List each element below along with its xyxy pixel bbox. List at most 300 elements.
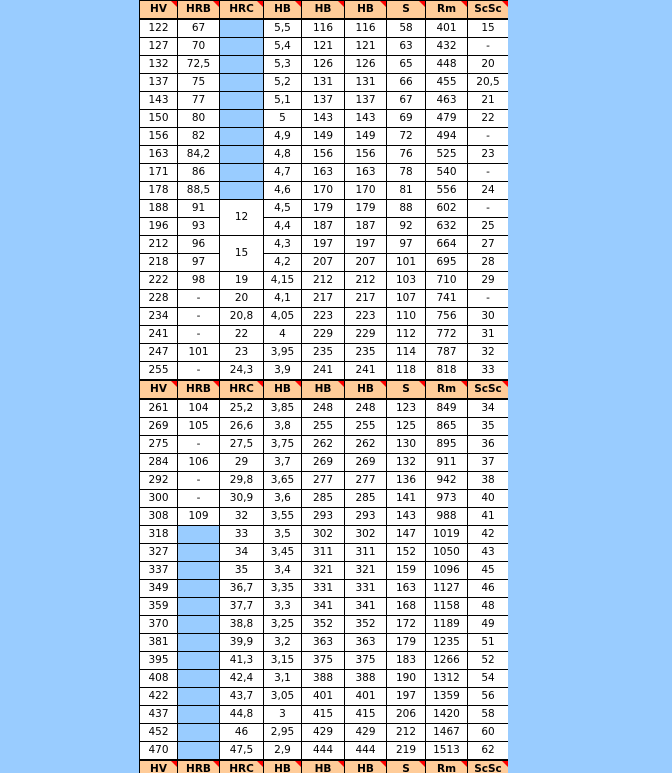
cell-hrb[interactable]: 109 bbox=[178, 508, 220, 526]
cell-hrb[interactable]: - bbox=[178, 326, 220, 344]
cell-hb-a[interactable]: 4,9 bbox=[264, 128, 302, 146]
cell-hv[interactable]: 437 bbox=[140, 706, 178, 724]
cell-hb-c[interactable]: 293 bbox=[345, 508, 387, 526]
cell-hrb[interactable] bbox=[178, 688, 220, 706]
cell-scsc[interactable]: 62 bbox=[468, 742, 509, 761]
cell-hrc[interactable] bbox=[220, 146, 264, 164]
cell-hb-c[interactable]: 401 bbox=[345, 688, 387, 706]
cell-rm[interactable]: 602 bbox=[426, 200, 468, 218]
cell-scsc[interactable]: 21 bbox=[468, 92, 509, 110]
header-cell-hv[interactable]: HV bbox=[140, 380, 178, 399]
cell-hrc[interactable]: 27,5 bbox=[220, 436, 264, 454]
cell-hb-b[interactable]: 302 bbox=[302, 526, 345, 544]
cell-hb-a[interactable]: 4,2 bbox=[264, 254, 302, 272]
cell-rm[interactable]: 1127 bbox=[426, 580, 468, 598]
cell-hb-c[interactable]: 156 bbox=[345, 146, 387, 164]
cell-hrb[interactable]: 88,5 bbox=[178, 182, 220, 200]
cell-hb-a[interactable]: 3,55 bbox=[264, 508, 302, 526]
cell-hb-b[interactable]: 197 bbox=[302, 236, 345, 254]
cell-scsc[interactable]: 20,5 bbox=[468, 74, 509, 92]
cell-scsc[interactable]: 22 bbox=[468, 110, 509, 128]
cell-scsc[interactable]: 24 bbox=[468, 182, 509, 200]
cell-hv[interactable]: 188 bbox=[140, 200, 178, 218]
cell-hb-b[interactable]: 269 bbox=[302, 454, 345, 472]
cell-scsc[interactable]: 51 bbox=[468, 634, 509, 652]
cell-hrc[interactable]: 32 bbox=[220, 508, 264, 526]
cell-hb-b[interactable]: 285 bbox=[302, 490, 345, 508]
cell-s[interactable]: 136 bbox=[387, 472, 426, 490]
cell-rm[interactable]: 772 bbox=[426, 326, 468, 344]
cell-hrc[interactable] bbox=[220, 92, 264, 110]
cell-rm[interactable]: 494 bbox=[426, 128, 468, 146]
cell-scsc[interactable]: 46 bbox=[468, 580, 509, 598]
cell-scsc[interactable]: 15 bbox=[468, 19, 509, 38]
cell-hrb[interactable]: 84,2 bbox=[178, 146, 220, 164]
cell-hb-c[interactable]: 121 bbox=[345, 38, 387, 56]
header-cell-hrc[interactable]: HRC bbox=[220, 760, 264, 773]
cell-s[interactable]: 63 bbox=[387, 38, 426, 56]
cell-hv[interactable]: 359 bbox=[140, 598, 178, 616]
cell-hv[interactable]: 218 bbox=[140, 254, 178, 272]
cell-hb-b[interactable]: 293 bbox=[302, 508, 345, 526]
cell-hb-b[interactable]: 137 bbox=[302, 92, 345, 110]
cell-hb-a[interactable]: 4,4 bbox=[264, 218, 302, 236]
cell-hv[interactable]: 241 bbox=[140, 326, 178, 344]
cell-hb-b[interactable]: 229 bbox=[302, 326, 345, 344]
cell-scsc[interactable]: 60 bbox=[468, 724, 509, 742]
cell-hb-b[interactable]: 156 bbox=[302, 146, 345, 164]
cell-rm[interactable]: 448 bbox=[426, 56, 468, 74]
cell-hb-c[interactable]: 341 bbox=[345, 598, 387, 616]
cell-hb-c[interactable]: 352 bbox=[345, 616, 387, 634]
cell-s[interactable]: 123 bbox=[387, 399, 426, 418]
cell-hb-b[interactable]: 311 bbox=[302, 544, 345, 562]
cell-hrb[interactable]: 82 bbox=[178, 128, 220, 146]
cell-scsc[interactable]: 32 bbox=[468, 344, 509, 362]
cell-hv[interactable]: 212 bbox=[140, 236, 178, 254]
cell-hb-b[interactable]: 163 bbox=[302, 164, 345, 182]
cell-rm[interactable]: 710 bbox=[426, 272, 468, 290]
cell-hrc[interactable]: 42,4 bbox=[220, 670, 264, 688]
cell-rm[interactable]: 455 bbox=[426, 74, 468, 92]
cell-hrb[interactable]: 93 bbox=[178, 218, 220, 236]
cell-hb-b[interactable]: 429 bbox=[302, 724, 345, 742]
cell-hb-a[interactable]: 5,5 bbox=[264, 19, 302, 38]
cell-hb-c[interactable]: 131 bbox=[345, 74, 387, 92]
cell-hrc[interactable]: 47,5 bbox=[220, 742, 264, 761]
cell-hb-a[interactable]: 3,6 bbox=[264, 490, 302, 508]
cell-scsc[interactable]: 42 bbox=[468, 526, 509, 544]
cell-hb-b[interactable]: 121 bbox=[302, 38, 345, 56]
cell-s[interactable]: 58 bbox=[387, 19, 426, 38]
cell-hrb[interactable]: 104 bbox=[178, 399, 220, 418]
cell-hb-a[interactable]: 3,65 bbox=[264, 472, 302, 490]
cell-scsc[interactable]: 25 bbox=[468, 218, 509, 236]
cell-rm[interactable]: 1359 bbox=[426, 688, 468, 706]
cell-hrc[interactable]: 23 bbox=[220, 344, 264, 362]
cell-hv[interactable]: 327 bbox=[140, 544, 178, 562]
cell-hrb[interactable] bbox=[178, 670, 220, 688]
cell-s[interactable]: 88 bbox=[387, 200, 426, 218]
cell-hrc[interactable]: 36,7 bbox=[220, 580, 264, 598]
cell-rm[interactable]: 818 bbox=[426, 362, 468, 381]
cell-hb-c[interactable]: 285 bbox=[345, 490, 387, 508]
cell-rm[interactable]: 463 bbox=[426, 92, 468, 110]
cell-hv[interactable]: 234 bbox=[140, 308, 178, 326]
cell-rm[interactable]: 741 bbox=[426, 290, 468, 308]
cell-rm[interactable]: 1019 bbox=[426, 526, 468, 544]
header-cell-hb-b[interactable]: HB bbox=[302, 1, 345, 20]
cell-scsc[interactable]: - bbox=[468, 38, 509, 56]
header-cell-hb-c[interactable]: HB bbox=[345, 760, 387, 773]
cell-rm[interactable]: 525 bbox=[426, 146, 468, 164]
cell-hb-c[interactable]: 255 bbox=[345, 418, 387, 436]
cell-s[interactable]: 110 bbox=[387, 308, 426, 326]
cell-s[interactable]: 130 bbox=[387, 436, 426, 454]
header-cell-hrb[interactable]: HRB bbox=[178, 1, 220, 20]
cell-hb-a[interactable]: 4,3 bbox=[264, 236, 302, 254]
cell-s[interactable]: 183 bbox=[387, 652, 426, 670]
cell-hrc[interactable]: 43,7 bbox=[220, 688, 264, 706]
cell-hrc[interactable]: 29,8 bbox=[220, 472, 264, 490]
cell-hrb[interactable] bbox=[178, 526, 220, 544]
cell-hv[interactable]: 308 bbox=[140, 508, 178, 526]
cell-hv[interactable]: 156 bbox=[140, 128, 178, 146]
cell-s[interactable]: 92 bbox=[387, 218, 426, 236]
cell-scsc[interactable]: 20 bbox=[468, 56, 509, 74]
cell-hb-a[interactable]: 4,8 bbox=[264, 146, 302, 164]
cell-s[interactable]: 107 bbox=[387, 290, 426, 308]
cell-hb-c[interactable]: 331 bbox=[345, 580, 387, 598]
cell-s[interactable]: 114 bbox=[387, 344, 426, 362]
cell-s[interactable]: 65 bbox=[387, 56, 426, 74]
cell-s[interactable]: 81 bbox=[387, 182, 426, 200]
cell-hrc[interactable]: 46 bbox=[220, 724, 264, 742]
cell-hb-b[interactable]: 375 bbox=[302, 652, 345, 670]
cell-hv[interactable]: 261 bbox=[140, 399, 178, 418]
cell-rm[interactable]: 1312 bbox=[426, 670, 468, 688]
header-cell-scsc[interactable]: ScSc bbox=[468, 380, 509, 399]
cell-hb-b[interactable]: 248 bbox=[302, 399, 345, 418]
cell-hb-b[interactable]: 149 bbox=[302, 128, 345, 146]
cell-s[interactable]: 72 bbox=[387, 128, 426, 146]
cell-scsc[interactable]: 33 bbox=[468, 362, 509, 381]
cell-hrb[interactable] bbox=[178, 598, 220, 616]
header-cell-hb-c[interactable]: HB bbox=[345, 380, 387, 399]
cell-hrb[interactable]: 77 bbox=[178, 92, 220, 110]
cell-hb-a[interactable]: 4,6 bbox=[264, 182, 302, 200]
cell-rm[interactable]: 988 bbox=[426, 508, 468, 526]
cell-scsc[interactable]: 37 bbox=[468, 454, 509, 472]
cell-hv[interactable]: 370 bbox=[140, 616, 178, 634]
cell-hv[interactable]: 318 bbox=[140, 526, 178, 544]
cell-hrc[interactable]: 15 bbox=[220, 236, 264, 272]
header-cell-hv[interactable]: HV bbox=[140, 760, 178, 773]
cell-scsc[interactable]: - bbox=[468, 164, 509, 182]
cell-scsc[interactable]: 58 bbox=[468, 706, 509, 724]
cell-rm[interactable]: 556 bbox=[426, 182, 468, 200]
cell-rm[interactable]: 895 bbox=[426, 436, 468, 454]
cell-hb-b[interactable]: 415 bbox=[302, 706, 345, 724]
cell-hrc[interactable]: 29 bbox=[220, 454, 264, 472]
header-cell-rm[interactable]: Rm bbox=[426, 380, 468, 399]
cell-hv[interactable]: 196 bbox=[140, 218, 178, 236]
cell-hb-b[interactable]: 235 bbox=[302, 344, 345, 362]
cell-hb-b[interactable]: 363 bbox=[302, 634, 345, 652]
header-cell-rm[interactable]: Rm bbox=[426, 1, 468, 20]
cell-hrc[interactable]: 44,8 bbox=[220, 706, 264, 724]
cell-scsc[interactable]: 36 bbox=[468, 436, 509, 454]
header-cell-s[interactable]: S bbox=[387, 760, 426, 773]
cell-hrc[interactable] bbox=[220, 19, 264, 38]
cell-hb-b[interactable]: 341 bbox=[302, 598, 345, 616]
cell-rm[interactable]: 973 bbox=[426, 490, 468, 508]
cell-hb-c[interactable]: 302 bbox=[345, 526, 387, 544]
cell-hrb[interactable] bbox=[178, 634, 220, 652]
cell-s[interactable]: 197 bbox=[387, 688, 426, 706]
cell-scsc[interactable]: 52 bbox=[468, 652, 509, 670]
cell-hrb[interactable]: 67 bbox=[178, 19, 220, 38]
cell-hrb[interactable] bbox=[178, 562, 220, 580]
cell-hrc[interactable] bbox=[220, 38, 264, 56]
header-cell-hb-a[interactable]: HB bbox=[264, 380, 302, 399]
cell-hrc[interactable] bbox=[220, 74, 264, 92]
cell-hb-c[interactable]: 170 bbox=[345, 182, 387, 200]
cell-scsc[interactable]: 41 bbox=[468, 508, 509, 526]
cell-hrb[interactable] bbox=[178, 742, 220, 761]
cell-hrc[interactable]: 24,3 bbox=[220, 362, 264, 381]
cell-s[interactable]: 152 bbox=[387, 544, 426, 562]
cell-hb-a[interactable]: 5 bbox=[264, 110, 302, 128]
cell-s[interactable]: 159 bbox=[387, 562, 426, 580]
cell-hb-a[interactable]: 5,3 bbox=[264, 56, 302, 74]
cell-hb-a[interactable]: 4,05 bbox=[264, 308, 302, 326]
cell-hb-b[interactable]: 143 bbox=[302, 110, 345, 128]
cell-hrc[interactable]: 20 bbox=[220, 290, 264, 308]
cell-hv[interactable]: 178 bbox=[140, 182, 178, 200]
cell-hb-c[interactable]: 137 bbox=[345, 92, 387, 110]
cell-rm[interactable]: 664 bbox=[426, 236, 468, 254]
cell-hv[interactable]: 381 bbox=[140, 634, 178, 652]
cell-s[interactable]: 97 bbox=[387, 236, 426, 254]
cell-rm[interactable]: 849 bbox=[426, 399, 468, 418]
cell-hb-a[interactable]: 3,1 bbox=[264, 670, 302, 688]
cell-hv[interactable]: 269 bbox=[140, 418, 178, 436]
cell-hb-a[interactable]: 5,4 bbox=[264, 38, 302, 56]
cell-rm[interactable]: 1513 bbox=[426, 742, 468, 761]
cell-hb-b[interactable]: 212 bbox=[302, 272, 345, 290]
cell-hrb[interactable]: - bbox=[178, 308, 220, 326]
header-cell-s[interactable]: S bbox=[387, 1, 426, 20]
cell-hb-a[interactable]: 3,85 bbox=[264, 399, 302, 418]
cell-hb-a[interactable]: 2,9 bbox=[264, 742, 302, 761]
cell-scsc[interactable]: 40 bbox=[468, 490, 509, 508]
cell-s[interactable]: 206 bbox=[387, 706, 426, 724]
cell-hb-a[interactable]: 3,45 bbox=[264, 544, 302, 562]
cell-hv[interactable]: 292 bbox=[140, 472, 178, 490]
cell-hb-b[interactable]: 277 bbox=[302, 472, 345, 490]
cell-scsc[interactable]: 45 bbox=[468, 562, 509, 580]
cell-hv[interactable]: 255 bbox=[140, 362, 178, 381]
cell-scsc[interactable]: 27 bbox=[468, 236, 509, 254]
cell-hrc[interactable] bbox=[220, 110, 264, 128]
cell-hb-c[interactable]: 149 bbox=[345, 128, 387, 146]
cell-hb-b[interactable]: 116 bbox=[302, 19, 345, 38]
cell-hb-c[interactable]: 235 bbox=[345, 344, 387, 362]
cell-s[interactable]: 118 bbox=[387, 362, 426, 381]
cell-hb-c[interactable]: 415 bbox=[345, 706, 387, 724]
cell-hb-c[interactable]: 187 bbox=[345, 218, 387, 236]
cell-hrc[interactable]: 39,9 bbox=[220, 634, 264, 652]
cell-hb-c[interactable]: 277 bbox=[345, 472, 387, 490]
header-cell-hb-b[interactable]: HB bbox=[302, 380, 345, 399]
cell-s[interactable]: 66 bbox=[387, 74, 426, 92]
cell-hv[interactable]: 150 bbox=[140, 110, 178, 128]
cell-hv[interactable]: 395 bbox=[140, 652, 178, 670]
cell-scsc[interactable]: 49 bbox=[468, 616, 509, 634]
cell-hb-b[interactable]: 179 bbox=[302, 200, 345, 218]
cell-hb-c[interactable]: 197 bbox=[345, 236, 387, 254]
cell-rm[interactable]: 695 bbox=[426, 254, 468, 272]
cell-hv[interactable]: 247 bbox=[140, 344, 178, 362]
cell-hb-a[interactable]: 4,15 bbox=[264, 272, 302, 290]
cell-hrb[interactable]: - bbox=[178, 490, 220, 508]
cell-scsc[interactable]: 54 bbox=[468, 670, 509, 688]
cell-hb-a[interactable]: 3,5 bbox=[264, 526, 302, 544]
cell-hb-a[interactable]: 4 bbox=[264, 326, 302, 344]
cell-hv[interactable]: 275 bbox=[140, 436, 178, 454]
cell-hrb[interactable]: 91 bbox=[178, 200, 220, 218]
cell-scsc[interactable]: 28 bbox=[468, 254, 509, 272]
cell-s[interactable]: 190 bbox=[387, 670, 426, 688]
cell-hv[interactable]: 300 bbox=[140, 490, 178, 508]
header-cell-rm[interactable]: Rm bbox=[426, 760, 468, 773]
cell-hrc[interactable]: 25,2 bbox=[220, 399, 264, 418]
cell-hb-b[interactable]: 223 bbox=[302, 308, 345, 326]
cell-s[interactable]: 103 bbox=[387, 272, 426, 290]
cell-hb-c[interactable]: 321 bbox=[345, 562, 387, 580]
cell-hb-c[interactable]: 207 bbox=[345, 254, 387, 272]
cell-hb-c[interactable]: 212 bbox=[345, 272, 387, 290]
cell-hrc[interactable]: 20,8 bbox=[220, 308, 264, 326]
cell-hrb[interactable] bbox=[178, 580, 220, 598]
header-cell-hb-a[interactable]: HB bbox=[264, 1, 302, 20]
cell-rm[interactable]: 787 bbox=[426, 344, 468, 362]
cell-scsc[interactable]: 38 bbox=[468, 472, 509, 490]
cell-rm[interactable]: 756 bbox=[426, 308, 468, 326]
cell-hb-a[interactable]: 3 bbox=[264, 706, 302, 724]
cell-hrc[interactable] bbox=[220, 128, 264, 146]
cell-s[interactable]: 168 bbox=[387, 598, 426, 616]
cell-hb-c[interactable]: 429 bbox=[345, 724, 387, 742]
cell-s[interactable]: 112 bbox=[387, 326, 426, 344]
cell-scsc[interactable]: 31 bbox=[468, 326, 509, 344]
cell-rm[interactable]: 1235 bbox=[426, 634, 468, 652]
cell-hrb[interactable] bbox=[178, 706, 220, 724]
cell-hb-c[interactable]: 363 bbox=[345, 634, 387, 652]
cell-hb-a[interactable]: 4,7 bbox=[264, 164, 302, 182]
cell-rm[interactable]: 911 bbox=[426, 454, 468, 472]
cell-hb-c[interactable]: 223 bbox=[345, 308, 387, 326]
header-cell-hrb[interactable]: HRB bbox=[178, 380, 220, 399]
cell-hv[interactable]: 143 bbox=[140, 92, 178, 110]
cell-hrb[interactable]: 75 bbox=[178, 74, 220, 92]
cell-hrb[interactable]: 97 bbox=[178, 254, 220, 272]
cell-hv[interactable]: 470 bbox=[140, 742, 178, 761]
cell-s[interactable]: 76 bbox=[387, 146, 426, 164]
cell-hb-a[interactable]: 3,7 bbox=[264, 454, 302, 472]
header-cell-hrb[interactable]: HRB bbox=[178, 760, 220, 773]
header-cell-hb-a[interactable]: HB bbox=[264, 760, 302, 773]
cell-hb-a[interactable]: 5,2 bbox=[264, 74, 302, 92]
cell-hrc[interactable]: 37,7 bbox=[220, 598, 264, 616]
cell-scsc[interactable]: - bbox=[468, 128, 509, 146]
cell-hrb[interactable]: - bbox=[178, 362, 220, 381]
header-cell-hb-b[interactable]: HB bbox=[302, 760, 345, 773]
cell-scsc[interactable]: 30 bbox=[468, 308, 509, 326]
cell-hrb[interactable] bbox=[178, 652, 220, 670]
cell-rm[interactable]: 479 bbox=[426, 110, 468, 128]
cell-rm[interactable]: 1158 bbox=[426, 598, 468, 616]
cell-hb-a[interactable]: 3,4 bbox=[264, 562, 302, 580]
cell-hb-b[interactable]: 331 bbox=[302, 580, 345, 598]
header-cell-hrc[interactable]: HRC bbox=[220, 380, 264, 399]
cell-s[interactable]: 179 bbox=[387, 634, 426, 652]
cell-hb-a[interactable]: 3,35 bbox=[264, 580, 302, 598]
cell-hb-b[interactable]: 444 bbox=[302, 742, 345, 761]
cell-hrc[interactable]: 35 bbox=[220, 562, 264, 580]
cell-s[interactable]: 212 bbox=[387, 724, 426, 742]
cell-s[interactable]: 69 bbox=[387, 110, 426, 128]
cell-hrb[interactable]: 72,5 bbox=[178, 56, 220, 74]
cell-hb-c[interactable]: 375 bbox=[345, 652, 387, 670]
cell-hv[interactable]: 337 bbox=[140, 562, 178, 580]
cell-hrb[interactable] bbox=[178, 724, 220, 742]
cell-hb-c[interactable]: 248 bbox=[345, 399, 387, 418]
cell-hv[interactable]: 452 bbox=[140, 724, 178, 742]
cell-s[interactable]: 67 bbox=[387, 92, 426, 110]
cell-hb-a[interactable]: 3,2 bbox=[264, 634, 302, 652]
header-cell-s[interactable]: S bbox=[387, 380, 426, 399]
cell-hv[interactable]: 222 bbox=[140, 272, 178, 290]
cell-hb-b[interactable]: 321 bbox=[302, 562, 345, 580]
cell-scsc[interactable]: 56 bbox=[468, 688, 509, 706]
cell-hb-b[interactable]: 126 bbox=[302, 56, 345, 74]
cell-hrb[interactable]: 86 bbox=[178, 164, 220, 182]
header-cell-scsc[interactable]: ScSc bbox=[468, 760, 509, 773]
cell-hb-b[interactable]: 207 bbox=[302, 254, 345, 272]
cell-s[interactable]: 163 bbox=[387, 580, 426, 598]
cell-rm[interactable]: 1266 bbox=[426, 652, 468, 670]
cell-rm[interactable]: 401 bbox=[426, 19, 468, 38]
cell-hrc[interactable]: 34 bbox=[220, 544, 264, 562]
cell-hrb[interactable] bbox=[178, 544, 220, 562]
cell-rm[interactable]: 540 bbox=[426, 164, 468, 182]
cell-hb-b[interactable]: 352 bbox=[302, 616, 345, 634]
cell-hb-c[interactable]: 311 bbox=[345, 544, 387, 562]
cell-hb-b[interactable]: 241 bbox=[302, 362, 345, 381]
cell-rm[interactable]: 1189 bbox=[426, 616, 468, 634]
cell-hb-a[interactable]: 5,1 bbox=[264, 92, 302, 110]
cell-rm[interactable]: 1096 bbox=[426, 562, 468, 580]
cell-hv[interactable]: 122 bbox=[140, 19, 178, 38]
cell-hrb[interactable]: - bbox=[178, 290, 220, 308]
cell-hv[interactable]: 284 bbox=[140, 454, 178, 472]
cell-s[interactable]: 101 bbox=[387, 254, 426, 272]
cell-hb-a[interactable]: 2,95 bbox=[264, 724, 302, 742]
cell-hv[interactable]: 132 bbox=[140, 56, 178, 74]
cell-scsc[interactable]: 29 bbox=[468, 272, 509, 290]
